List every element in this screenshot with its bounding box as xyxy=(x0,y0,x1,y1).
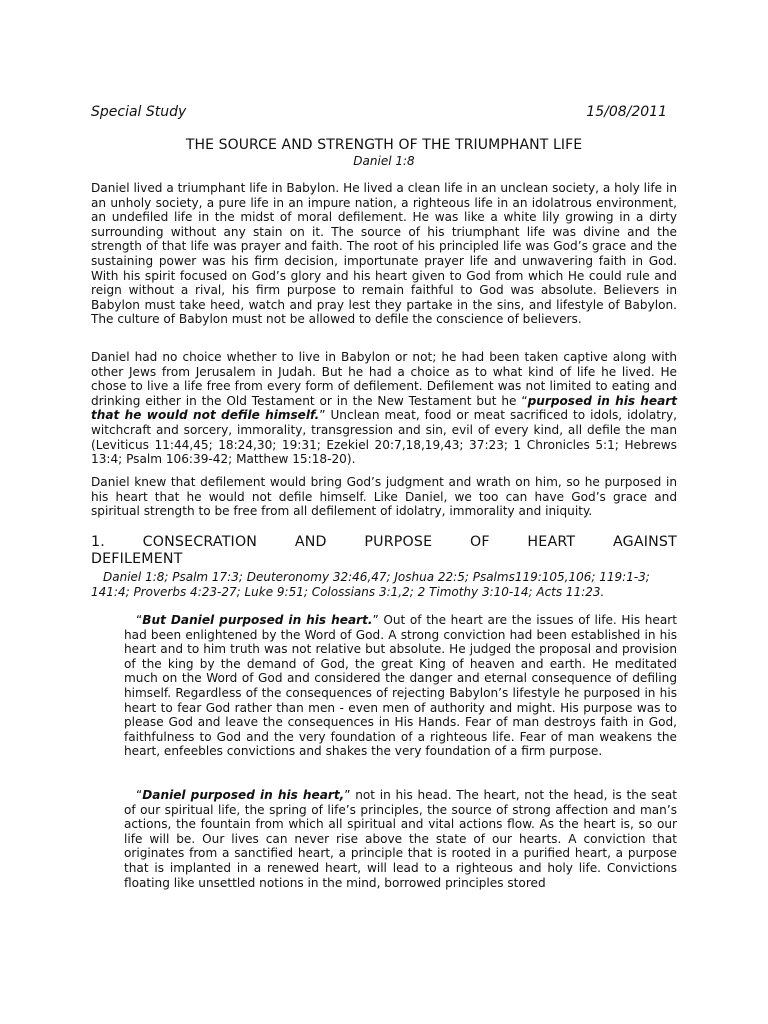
paragraph-2-emphasis: purposed in his heart that he would not defile himself. xyxy=(91,393,677,423)
indented-paragraph-1-open-quote: “ xyxy=(136,613,143,627)
header-label: Special Study xyxy=(91,104,187,120)
document-header xyxy=(91,104,667,120)
indented-paragraph-2-text: ” not in his head. The heart, not the head, is the seat of our spiritual life, the spring of life’s principles, the source of strong affection and man’s actions, the fountain from which all spiritual and vital actions flow. As the heart is, so our life will be. Our lives can never rise above the state of our hearts. A conviction that originates from a sanctified heart, a principle that is rooted in a purified heart, a purpose that is implanted in a renewed heart, will lead to a righteous and holy life. Convictions floating like unsettled notions in the mind, borrowed principles stored xyxy=(124,788,677,890)
indented-paragraph-2-open-quote: “ xyxy=(136,788,143,802)
paragraph-2 xyxy=(91,350,677,467)
section-heading: 1. CONSECRATION AND PURPOSE OF HEART AGAINST xyxy=(91,534,677,550)
paragraph-2-start: Daniel had no choice whether to live in Babylon or not; he had been taken captive along with other Jews from Jerusalem in Judah. But he had a choice as to what kind of life he lived. He chose to live a life free from every form of defilement. Defilement was not limited to eating and drinking either in the Old Testament or in the New Testament but he “ xyxy=(91,350,677,408)
indented-paragraph-2 xyxy=(124,788,677,890)
indented-paragraph-1-emphasis: But Daniel purposed in his heart. xyxy=(142,613,373,627)
indented-paragraph-1-text: ” Out of the heart are the issues of life. His heart had been enlightened by the Word of God. A strong conviction had been established in his heart and to him truth was not relative but absolute. He judged the proposal and provision of the king by the demand of God, the great King of heaven and earth. He meditated much on the Word of God and considered the danger and eternal consequence of defiling himself. Regardless of the consequences of rejecting Babylon’s lifestyle he purposed in his heart to fear God rather than men - even men of authority and might. His purpose was to please God and leave the consequences in His Hands. Fear of man destroys faith in God, faithfulness to God and the very foundation of a righteous life. Fear of man weakens the heart, enfeebles convictions and shakes the very foundation of a firm purpose. xyxy=(124,613,678,759)
scripture-references: Daniel 1:8; Psalm 17:3; Deuteronomy 32:46,47; Joshua 22:5; Psalms119:105,106; 119:1-3; 141:4; Proverbs 4:23-27; Luke 9:51; Colossians 3:1,2; 2 Timothy 3:10-14; Acts 11:23. xyxy=(91,570,650,599)
indented-paragraph-2-emphasis: Daniel purposed in his heart, xyxy=(142,788,345,802)
section-heading-continuation: DEFILEMENT xyxy=(91,551,183,567)
paragraph-1: Daniel lived a triumphant life in Babylon. He lived a clean life in an unclean society, a holy life in an unholy society, a pure life in an impure nation, a righteous life in an idolatrous environment, an undefiled life in the midst of moral defilement. He was like a white lily growing in a dirty surrounding without any stain on it. The source of his triumphant life was divine and the strength of that life was prayer and faith. The root of his principled life was God’s grace and the sustaining power was his firm decision, importunate prayer life and unwavering faith in God. With his spirit focused on God’s glory and his heart given to God from which He could rule and reign without a rival, his firm purpose to remain faithful to God was absolute. Believers in Babylon must take heed, watch and pray lest they partake in the sins, and lifestyle of Babylon. The culture of Babylon must not be allowed to defile the conscience of believers. xyxy=(91,181,677,327)
paragraph-3: Daniel knew that defilement would bring God’s judgment and wrath on him, so he purposed in his heart that he would not defile himself. Like Daniel, we too can have God’s grace and spiritual strength to be free from all defilement of idolatry, immorality and iniquity. xyxy=(91,475,677,519)
indented-paragraph-1 xyxy=(124,613,677,759)
header-date: 15/08/2011 xyxy=(586,104,667,120)
document-title: THE SOURCE AND STRENGTH OF THE TRIUMPHANT LIFE xyxy=(185,137,583,153)
document-subtitle: Daniel 1:8 xyxy=(353,154,415,168)
paragraph-2-end: ” Unclean meat, food or meat sacrificed to idols, idolatry, witchcraft and sorcery, immorality, transgression and sin, evil of every kind, all defile the man (Leviticus 11:44,45; 18:24,30; 19:31; Ezekiel 20:7,18,19,43; 37:23; 1 Chronicles 5:1; Hebrews 13:4; Psalm 106:39-42; Matthew 15:18-20). xyxy=(91,408,677,467)
